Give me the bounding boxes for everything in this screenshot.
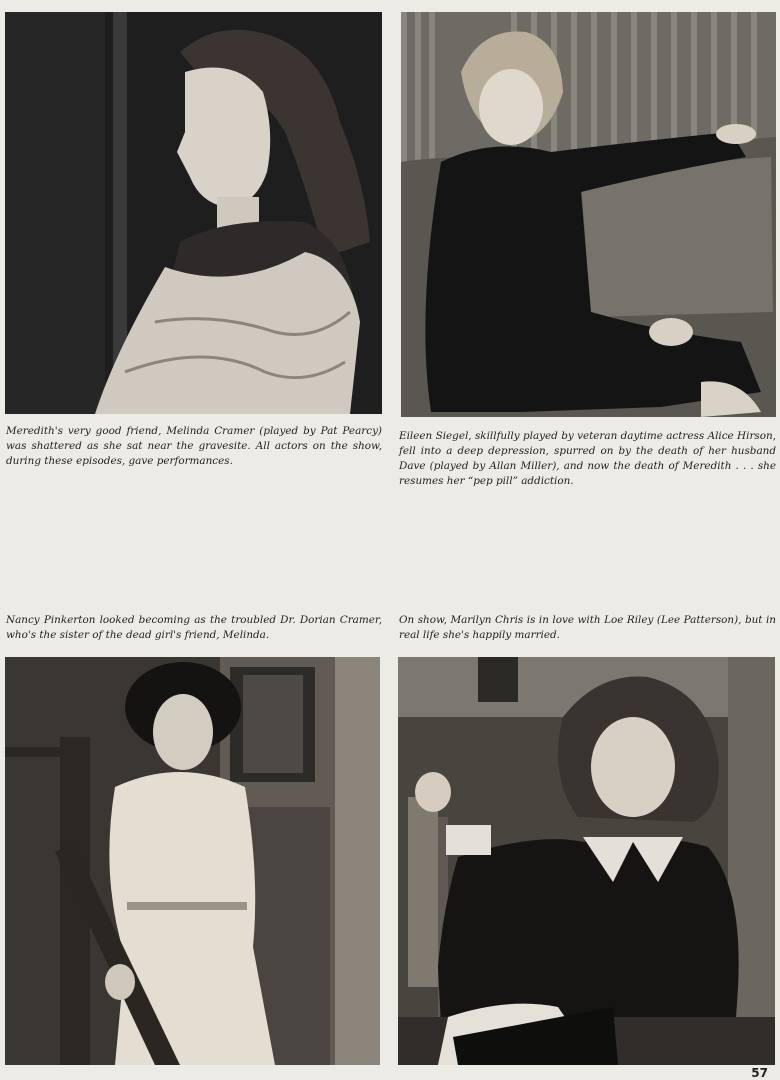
page-number: 57 — [751, 1066, 768, 1080]
photo-eileen-siegel — [401, 12, 776, 417]
photo-melinda-cramer-image — [5, 12, 382, 414]
caption-eileen-siegel: Eileen Siegel, skillfully played by veteran daytime actress Alice Hirson, fell into a deep depression, spurred on by the death of her husband Dave (played by Allan Miller), and now the death of Meredith . . . she resumes her “pep pill” addiction. — [399, 430, 776, 487]
caption-melinda-cramer: Meredith's very good friend, Melinda Cramer (played by Pat Pearcy) was shattered as she sat near the gravesite. All actors on the show, during these episodes, gave performances. — [6, 425, 382, 467]
photo-marilyn-chris — [398, 657, 775, 1065]
photo-marilyn-chris-image — [398, 657, 775, 1065]
photo-dorian-cramer-image — [5, 657, 380, 1065]
caption-marilyn-chris: On show, Marilyn Chris is in love with Loe Riley (Lee Patterson), but in real life she's happily married. — [399, 614, 776, 641]
photo-eileen-siegel-image — [401, 12, 776, 417]
photo-melinda-cramer — [5, 12, 382, 414]
photo-dorian-cramer — [5, 657, 380, 1065]
caption-dorian-cramer: Nancy Pinkerton looked becoming as the troubled Dr. Dorian Cramer, who's the sister of the dead girl's friend, Melinda. — [6, 614, 382, 641]
